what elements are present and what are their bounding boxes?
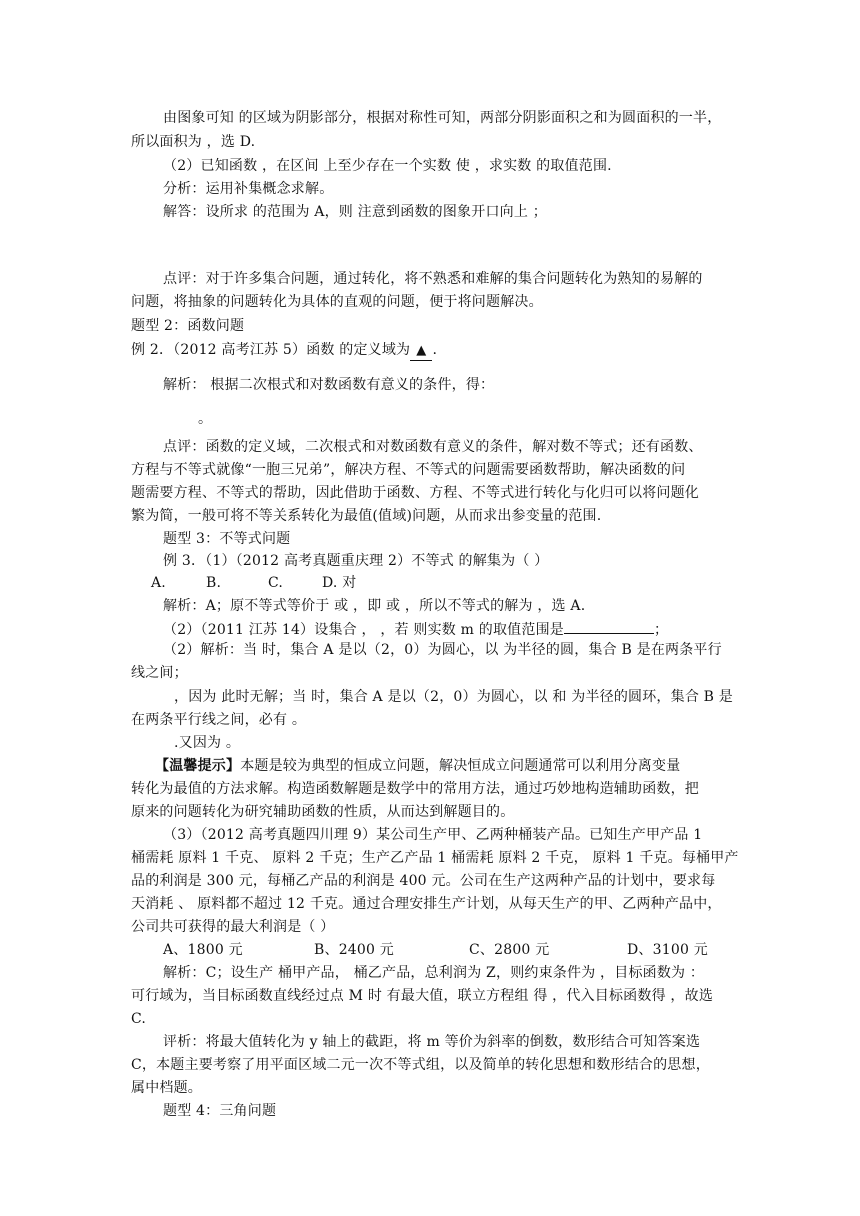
text-line: C，本题主要考察了用平面区域二元一次不等式组，以及简单的转化思想和数形结合的思想，	[131, 1057, 710, 1073]
example-2-end: .	[432, 342, 438, 358]
text-line: 桶需耗 原料 1 千克、 原料 2 千克；生产乙产品 1 桶需耗 原料 2 千克， 原料 1 千克。每桶甲产	[131, 850, 739, 866]
text-line: 所以面积为 ，选 D.	[131, 134, 256, 150]
text-line: 评析：将最大值转化为 y 轴上的截距，将 m 等价为斜率的倒数，数形结合可知答案选	[163, 1034, 701, 1050]
text-line: 。	[198, 411, 213, 427]
ex3-options	[151, 574, 356, 592]
text-line: 解析：C；设生产 桶甲产品， 桶乙产品，总利润为 Z，则约束条件为 ，目标函数为 ：	[163, 965, 705, 981]
section-heading: 题型 3：不等式问题	[163, 531, 291, 547]
text-line: 线之间；	[131, 665, 188, 681]
text-line: 问题，将抽象的问题转化为具体的直观的问题，便于将问题解决。	[131, 294, 543, 310]
text-line: 方程与不等式就像“一胞三兄弟”，解决方程、不等式的问题需要函数帮助，解决函数的问	[131, 462, 686, 478]
text-line: 转化为最值的方法求解。构造函数解题是数学中的常用方法，通过巧妙地构造辅助函数，把	[131, 781, 699, 797]
option-d: D、3100 元	[627, 942, 708, 958]
text-line: 可行域为，当目标函数直线经过点 M 时 有最大值，联立方程组 得 ，代入目标函数得 ，故选	[131, 988, 714, 1004]
text-line: 点评：对于许多集合问题，通过转化，将不熟悉和难解的集合问题转化为熟知的易解的	[163, 271, 703, 287]
text-line: 分析：运用补集概念求解。	[163, 181, 334, 197]
option-a: A、1800 元	[163, 942, 243, 958]
text-line: 原来的问题转化为研究辅助函数的性质，从而达到解题目的。	[131, 804, 515, 820]
text-line: 繁为简，一般可将不等关系转化为最值(值域)问题，从而求出参变量的范围.	[131, 508, 602, 524]
text-line: 公司共可获得的最大利润是（ ）	[131, 919, 335, 935]
answer-blank	[564, 619, 654, 634]
text-line: （2）已知函数 ，在区间 上至少存在一个实数 使 ，求实数 的取值范围.	[163, 158, 612, 174]
ex3-q3-options	[163, 941, 708, 959]
section-heading: 题型 2：函数问题	[131, 318, 245, 334]
text-line: 例 3．（1）（2012 高考真题重庆理 2）不等式 的解集为（ ）	[163, 553, 549, 569]
text-line: 品的利润是 300 元，每桶乙产品的利润是 400 元。公司在生产这两种产品的计划中，要求每	[131, 873, 716, 889]
text-line: 解析： 根据二次根式和对数函数有意义的条件，得：	[163, 377, 495, 393]
text-line: 题需要方程、不等式的帮助，因此借助于函数、方程、不等式进行转化与化归可以将问题化	[131, 485, 699, 501]
option-d: D. 对	[322, 575, 357, 591]
text-line: 天消耗 、 原料都不超过 12 千克。通过合理安排生产计划，从每天生产的甲、乙两种产品中，	[131, 896, 722, 912]
text-line: ，因为 此时无解；当 时，集合 A 是以（2，0）为圆心，以 和 为半径的圆环，集合 B 是	[174, 689, 734, 705]
example-2-text: 例 2．（2012 高考江苏 5）函数 的定义域为	[131, 342, 411, 358]
tip-line	[155, 757, 680, 775]
option-b: B、2400 元	[314, 942, 394, 958]
text-line: （3）（2012 高考真题四川理 9）某公司生产甲、乙两种桶装产品。已知生产甲产品 1	[163, 827, 703, 843]
text-line: 解析：A；原不等式等价于 或 ，即 或 ，所以不等式的解为 ，选 A.	[163, 598, 586, 614]
answer-blank: ▲	[410, 342, 432, 361]
tip-bracket: 【温馨提示】	[155, 758, 241, 774]
example-2	[131, 341, 437, 361]
text-line: 解答：设所求 的范围为 A，则 注意到函数的图象开口向上 ；	[163, 204, 547, 220]
tip-text: 本题是较为典型的恒成立问题，解决恒成立问题通常可以利用分离变量	[240, 758, 681, 774]
option-b: B.	[206, 575, 222, 591]
text-line: （2）解析：当 时，集合 A 是以（2，0）为圆心，以 为半径的圆，集合 B 是在两条平行	[163, 642, 722, 658]
text-line: C.	[131, 1011, 147, 1027]
section-heading: 题型 4：三角问题	[163, 1103, 277, 1119]
ex3-q2-text: （2）（2011 江苏 14）设集合 ， ，若 则实数 m 的取值范围是	[163, 622, 564, 638]
text-line: 点评：函数的定义域，二次根式和对数函数有意义的条件，解对数不等式；还有函数、	[163, 439, 703, 455]
option-a: A.	[151, 575, 166, 591]
ex3-q2-end: ；	[653, 622, 669, 638]
text-line: 由图象可知 的区域为阴影部分，根据对称性可知，两部分阴影面积之和为圆面积的一半，	[163, 110, 722, 126]
text-line: 在两条平行线之间，必有 。	[131, 712, 307, 728]
option-c: C、2800 元	[469, 942, 550, 958]
text-line: .又因为 。	[174, 735, 241, 751]
option-c: C.	[268, 575, 284, 591]
ex3-q2	[163, 619, 668, 639]
text-line: 属中档题。	[131, 1080, 202, 1096]
